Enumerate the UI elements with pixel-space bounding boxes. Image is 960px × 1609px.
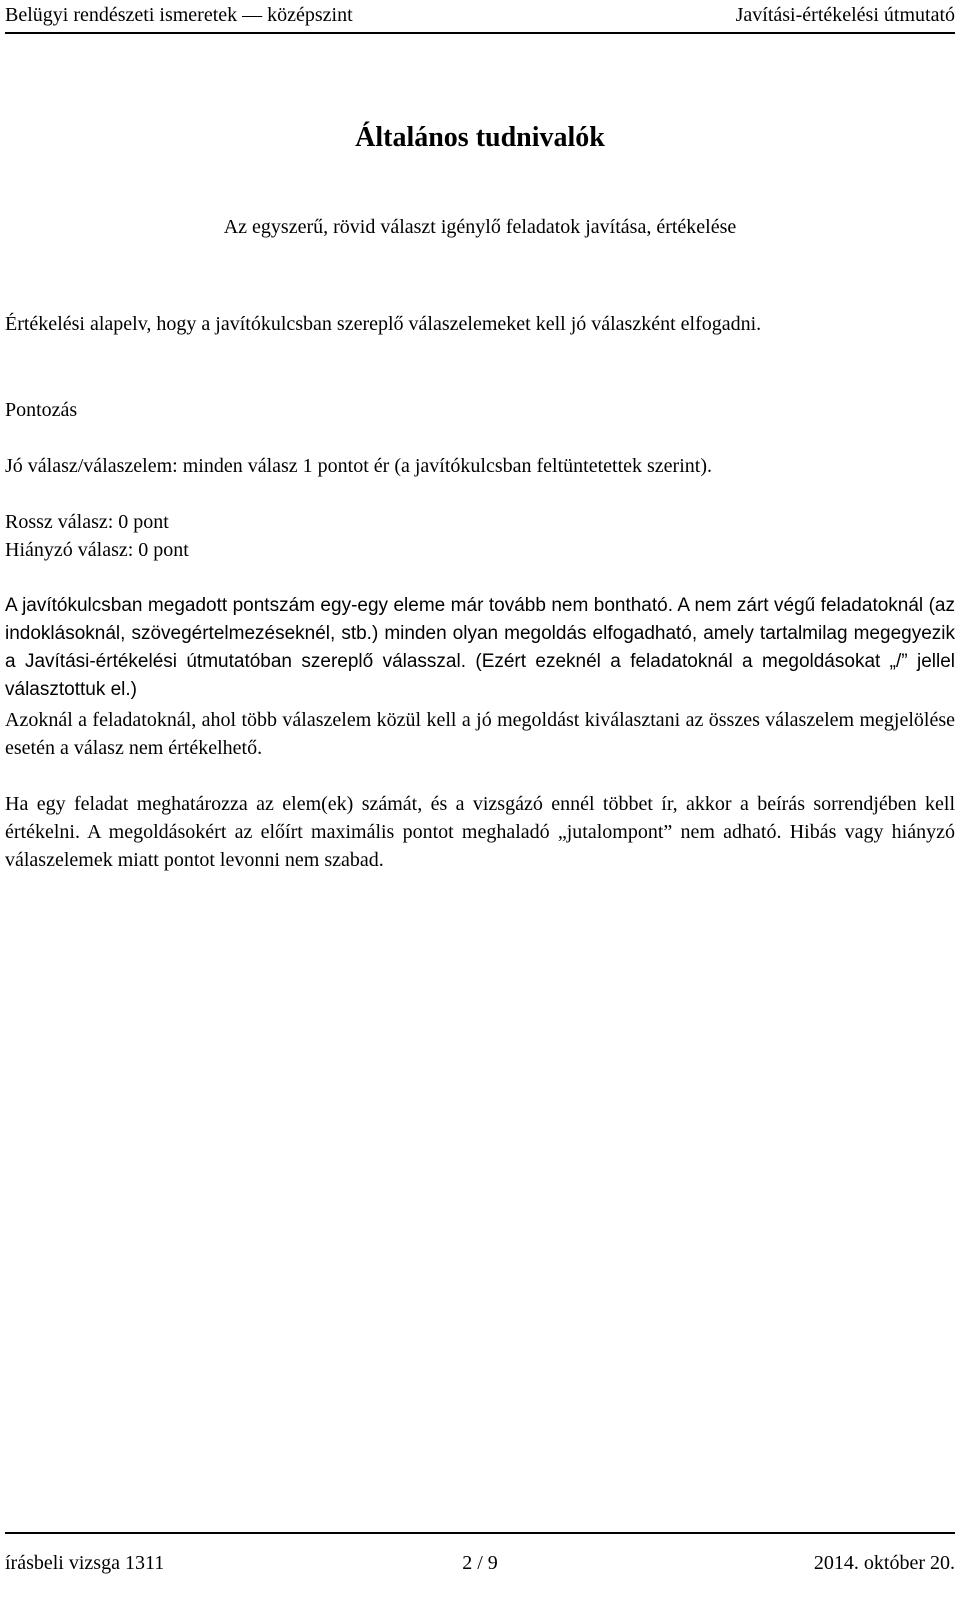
footer-date: 2014. október 20. xyxy=(813,1552,955,1574)
scoring-missing-answer: Hiányzó válasz: 0 pont xyxy=(5,539,189,561)
footer-exam-code: írásbeli vizsga 1311 xyxy=(5,1552,165,1574)
page-header xyxy=(5,0,955,34)
footer-page-number: 2 / 9 xyxy=(462,1552,498,1574)
scoring-good-answer: Jó válasz/válaszelem: minden válasz 1 pontot ér (a javítókulcsban feltüntetettek szerint). xyxy=(5,455,712,477)
rules-block xyxy=(5,592,955,704)
rule-block-2 xyxy=(5,706,955,762)
rule-paragraph-1: A javítókulcsban megadott pontszám egy-egy eleme már tovább nem bontható. A nem zárt végű feladatoknál (az indoklásoknál, szövegértelmezéseknél, stb.) minden olyan megoldás elfogadható, amely tartalmilag megegyezik a Javítási-értékelési útmutatóban szereplő válasszal. (Ezért ezeknél a feladatoknál a megoldásokat „/” jellel választottuk el.) xyxy=(5,595,955,700)
header-document-type: Javítási-értékelési útmutató xyxy=(735,4,955,26)
rule-block-3 xyxy=(5,790,955,874)
rule-paragraph-3: Ha egy feladat meghatározza az elem(ek) számát, és a vizsgázó ennél többet ír, akkor a beírás sorrendjében kell értékelni. A megoldásokért az előírt maximális pontot meghaladó „jutalompont” nem adható. Hibás vagy hiányzó válaszelemek miatt pontot levonni nem szabad. xyxy=(5,793,955,871)
rule-paragraph-2: Azoknál a feladatoknál, ahol több válaszelem közül kell a jó megoldást kiválasztani az összes válaszelem megjelölése esetén a válasz nem értékelhető. xyxy=(5,709,955,759)
scoring-heading: Pontozás xyxy=(5,399,78,421)
page-title: Általános tudnivalók xyxy=(355,122,605,153)
section-subtitle: Az egyszerű, rövid választ igénylő feladatok javítása, értékelése xyxy=(223,216,737,238)
principle-block xyxy=(5,310,955,338)
scoring-wrong-answer: Rossz válasz: 0 pont xyxy=(5,511,169,533)
principle-text: Értékelési alapelv, hogy a javítókulcsban szereplő válaszelemeket kell jó válaszként elfogadni. xyxy=(5,313,762,335)
page-footer xyxy=(5,1532,955,1578)
header-subject: Belügyi rendészeti ismeretek — középszint xyxy=(5,4,353,26)
